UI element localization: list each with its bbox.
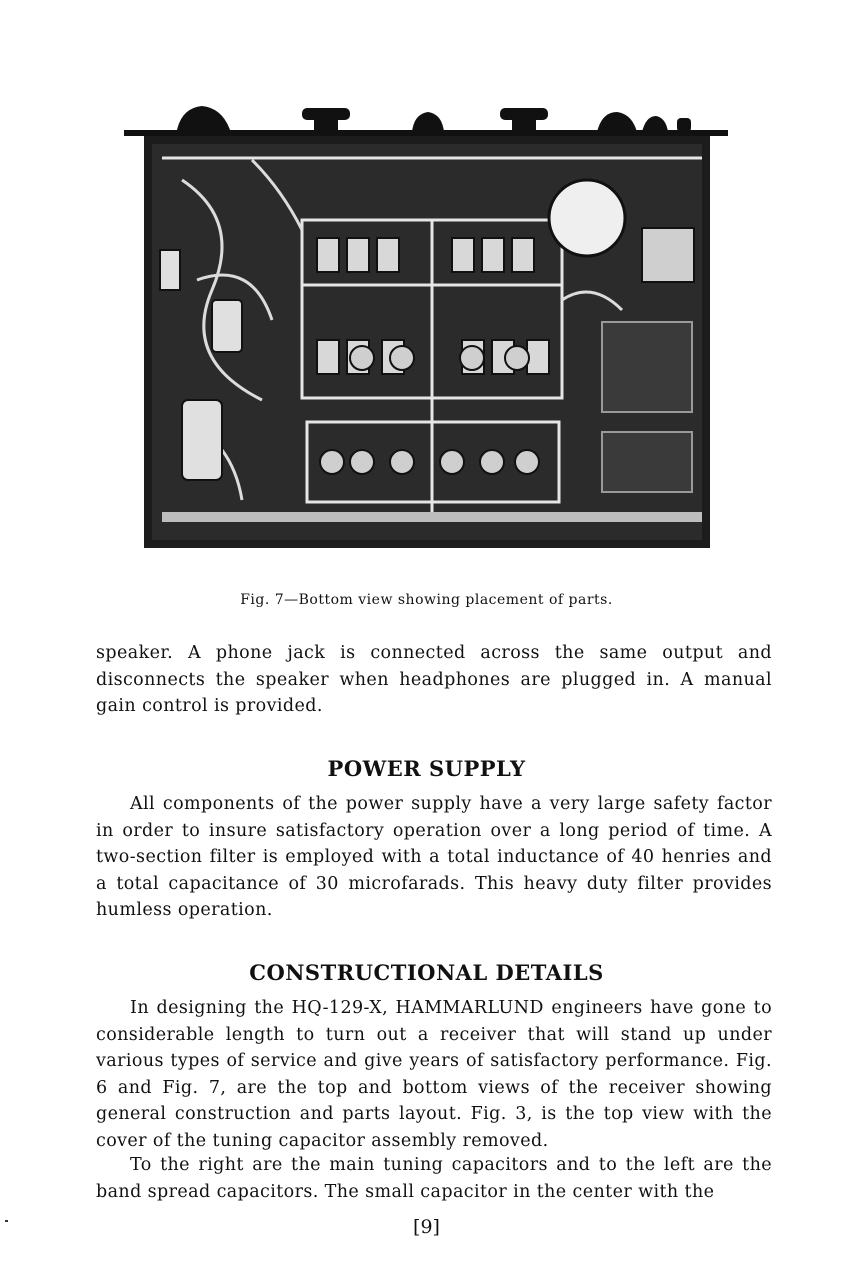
paragraph-constructional-1: In designing the HQ-129-X, HAMMARLUND engineers have gone to considerable length to turn out a receiver that will stand up under various types of service and give years of satisfactory performance. Fig. 6 and Fig. 7, are the top and bottom views of the receiver showing general construction and parts layout. Fig. 3, is the top view with the cover of the tuning capacitor assembly removed. bbox=[96, 998, 772, 1151]
paragraph-constructional-2: To the right are the main tuning capacitors and to the left are the band spread capacitors. The small capacitor in the center with the bbox=[96, 1155, 772, 1202]
chassis-bottom-photo bbox=[122, 100, 732, 552]
chassis-photo-icon bbox=[122, 100, 732, 552]
scan-speck bbox=[5, 1220, 8, 1222]
heading-constructional-details: CONSTRUCTIONAL DETAILS bbox=[249, 960, 604, 985]
figure-caption: Fig. 7—Bottom view showing placement of parts. bbox=[240, 592, 613, 608]
heading-power-supply: POWER SUPPLY bbox=[327, 756, 526, 781]
paragraph-power-supply: All components of the power supply have a very large safety factor in order to insure satisfactory operation over a long period of time. A two-section filter is employed with a total inductance of 40 henries and a total capacitance of 30 microfarads. This heavy duty filter provides humless operation. bbox=[96, 794, 772, 920]
paragraph-speaker: speaker. A phone jack is connected across the same output and disconnects the speaker when headphones are plugged in. A manual gain control is provided. bbox=[96, 643, 772, 716]
page-number: [9] bbox=[413, 1216, 440, 1238]
